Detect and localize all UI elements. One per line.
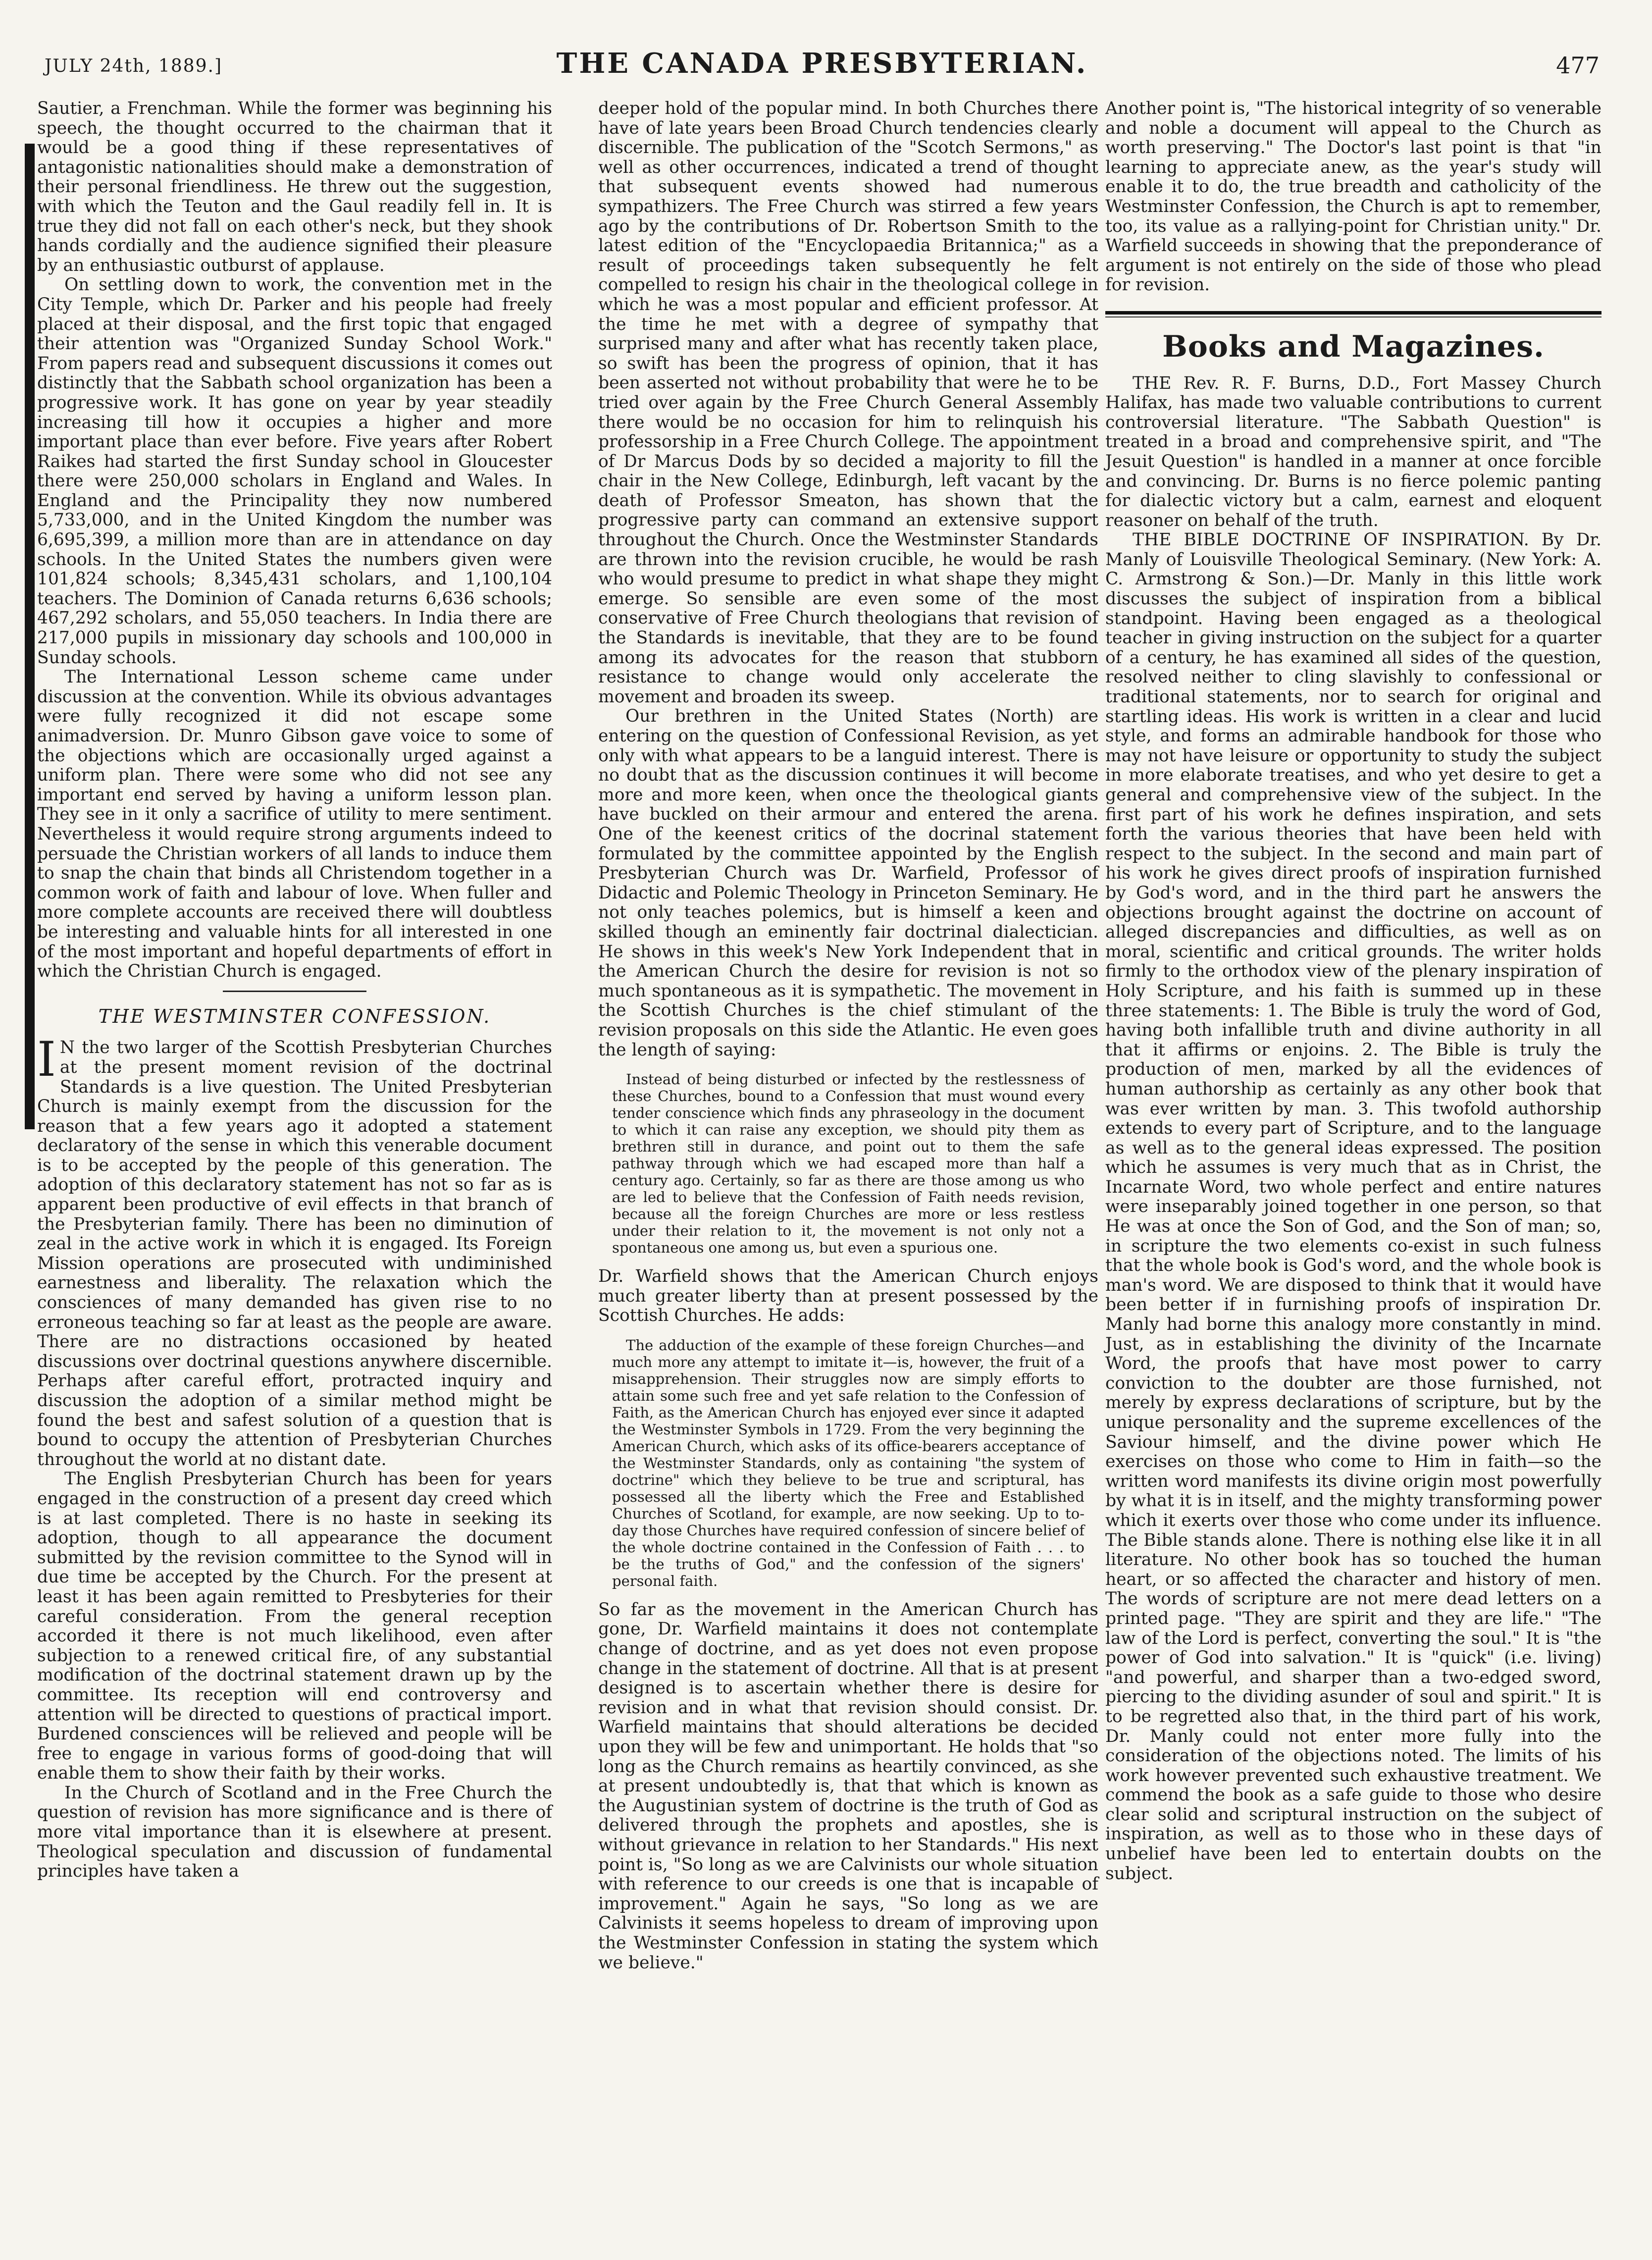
issue-date: JULY 24th, 1889.] xyxy=(45,56,223,76)
masthead xyxy=(45,47,1600,83)
paragraph: The English Presbyterian Church has been for years engaged in the construction of a present day creed which is at last completed. There is no haste in seeking its adoption, though to all appearance the document submitted by the revision committee to the Synod will in due time be accepted by the Church. For the present at least it has been again remitted to Presbyteries for their careful consideration. From the general reception accorded it there is not much likelihood, even after subjection to a renewed critical fire, of any substantial modification of the doctrinal statement drawn up by the committee. Its reception will end controversy and attention will be directed to questions of practical import. Burdened consciences will be relieved and people will be free to engage in various forms of good-doing that will enable them to show their faith by their works. xyxy=(37,1469,552,1784)
newspaper-title: THE CANADA PRESBYTERIAN. xyxy=(556,47,1088,80)
block-quote: Instead of being disturbed or infected by the restlessness of these Churches, bound to a Confession that must wound every tender conscience which finds any phraseology in the document to which it can raise any exception, we should pity them as brethren still in durance, and point out to them the safe pathway through which we had escaped more than half a century ago. Certainly, so far as there are those among us who are led to believe that the Confession of Faith needs revision, because all the foreign Churches are more or less restless under their relation to it, the movement is not only not a spontaneous one among us, but even a spurious one. xyxy=(612,1071,1084,1257)
block-quote: The adduction of the example of these foreign Churches—and much more any attempt to imitate it—is, however, the fruit of a misapprehension. Their struggles now are simply efforts to attain some such free and yet safe relation to the Confession of Faith, as the American Church has enjoyed ever since it adapted the Westminster Symbols in 1729. From the very beginning the American Church, which asks of its office-bearers acceptance of the Westminster Standards, only as containing "the system of doctrine" which they believe to be true and scriptural, has possessed all the liberty which the Free and Established Churches of Scotland, for example, are now seeking. Up to to-day those Churches have required confession of sincere belief of the whole doctrine contained in the Confession of Faith . . . to be the truths of God," and the confession of the signers' personal faith. xyxy=(612,1336,1084,1589)
paragraph: Dr. Warfield shows that the American Church enjoys much greater liberty than at present possessed by the Scottish Churches. He adds: xyxy=(598,1266,1098,1326)
section-body xyxy=(37,1032,552,1470)
paragraph: Our brethren in the United States (North) are entering on the question of Confessional Revision, as yet only with what appears to be a languid interest. There is no doubt that as the discussion continues it will become more and more keen, when once the theological giants have buckled on their armour and entered the arena. One of the keenest critics of the docrinal statement formulated by the committee appointed by the English Presbyterian Church was Dr. Warfield, Professor of Didactic and Polemic Theology in Princeton Seminary. He not only teaches polemics, but is himself a keen and skilled though an eminently fair doctrinal dialectician. He shows in this week's New York Independent that in the American Church the desire for revision is not so much spontaneous as it is sympathetic. The movement in the Scottish Churches is the chief stimulant of the revision proposals on this side the Atlantic. He even goes the length of saying: xyxy=(598,706,1098,1060)
book-title: THE BIBLE DOCTRINE OF INSPIRATION. xyxy=(1133,530,1529,550)
paragraph: The International Lesson scheme came under discussion at the convention. While its obvious advantages were fully recognized it did not escape some animadversion. Dr. Munro Gibson gave voice to some of the objections which are occasionally urged against a uniform plan. There were some who did not see any important end served by having a uniform lesson plan. They see in it only a sacrifice of utility to mere sentiment. Nevertheless it would require strong arguments indeed to persuade the Christian workers of all lands to induce them to snap the chain that binds all Christendom together in a common work of faith and labour of love. When fuller and more complete accounts are received there will doubtless be interesting and valuable hints for all interested in one of the most important and hopeful departments of effort in which the Christian Church is engaged. xyxy=(37,667,552,982)
paragraph: Another point is, "The historical integrity of so venerable and noble a document will appeal to the Church as worth preserving." The Doctor's last point is that "in learning to appreciate anew, as the year's study will enable it to do, the true breadth and catholicity of the Westminster Confession, the Church is apt to remember, too, its value as a rallying-point for Christian unity." Dr. Warfield succeeds in showing that the preponderance of argument is not entirely on the side of those who plead for revision. xyxy=(1105,99,1601,295)
drop-cap: I xyxy=(37,1032,56,1088)
section-rule-heavy xyxy=(1105,311,1601,315)
column-right xyxy=(1105,99,1601,1884)
paragraph: deeper hold of the popular mind. In both Churches there have of late years been Broad Church tendencies clearly discernible. The publication of the "Scotch Sermons," as well as other occurrences, indicated a trend of thought that subsequent events showed had numerous sympathizers. The Free Church was stirred a few years ago by the contributions of Dr. Robertson Smith to the latest edition of the "Encyclopaedia Britannica;" as a result of proceedings taken subsequently he felt compelled to resign his chair in the theological college in which he was a most popular and efficient professor. At the time he met with a degree of sympathy that surprised many and after what has recently taken place, so swift has been the progress of opinion, that it has been asserted not without probability that were he to be tried over again by the Free Church General Assembly there would be no occasion for him to relinquish his professorship in a Free Church College. The appointment of Dr Marcus Dods by so decided a majority to fill the chair in the New College, Edinburgh, left vacant by the death of Professor Smeaton, has shown that the progressive party can command an extensive support throughout the Church. Once the Westminster Standards are thrown into the revision crucible, he would be rash who would presume to predict in what shape they might emerge. So sensible are even some of the most conservative of Free Church theologians that revision of the Standards is inevitable, that they are to be found among its advocates for the reason that stubborn resistance to change would only accelerate the movement and broaden its sweep. xyxy=(598,99,1098,707)
paragraph: So far as the movement in the American Church has gone, Dr. Warfield maintains it does not contemplate change of doctrine, and as yet does not even propose change in the statement of doctrine. All that is at present designed is to ascertain whether there is desire for revision and in what that revision should consist. Dr. Warfield maintains that should alterations be decided upon they will be few and unimportant. He holds that "so long as the Church remains as heartily convinced, as she at present undoubtedly is, that that which is known as the Augustinian system of doctrine is the truth of God as delivered through the prophets and apostles, she is without grievance in relation to her Standards." His next point is, "So long as we are Calvinists our whole situation with reference to our creeds is one that is incapable of improvement." Again he says, "So long as we are Calvinists it seems hopeless to dream of improving upon the Westminster Confession in stating the system which we believe." xyxy=(598,1599,1098,1973)
section-divider xyxy=(223,991,366,992)
books-magazines-heading: Books and Magazines. xyxy=(1162,329,1545,364)
section-heading: THE WESTMINSTER CONFESSION. xyxy=(98,1005,491,1027)
margin-bar xyxy=(25,144,35,1129)
column-left xyxy=(37,99,552,1882)
paragraph: On settling down to work, the convention met in the City Temple, which Dr. Parker and his people had freely placed at their disposal, and the first topic that engaged their attention was "Organized Sunday School Work." From papers read and subsequent discussions it comes out distinctly that the Sabbath school organization has been a progressive work. It has gone on year by year steadily increasing till how it occupies a higher and more important place than ever before. Five years after Robert Raikes had started the first Sunday school in Gloucester there were 250,000 scholars in England and Wales. In England and the Principality they now numbered 5,733,000, and in the United Kingdom the number was 6,695,399, a million more than are in attendance on day schools. In the United States the numbers given were 101,824 schools; 8,345,431 scholars, and 1,100,104 teachers. The Dominion of Canada returns 6,636 schools; 467,292 scholars, and 55,050 teachers. In India there are 217,000 pupils in missionary day schools and 100,000 in Sunday schools. xyxy=(37,275,552,668)
column-middle xyxy=(598,99,1098,1973)
review-paragraph: THE Rev. R. F. Burns, D.D., Fort Massey Church Halifax, has made two valuable contributions to current controversial literature. "The Sabbath Question" is treated in a broad and comprehensive spirit, and "The Jesuit Question" is handled in a manner at once forcible and convincing. Dr. Burns is no fierce polemic panting for dialectic victory but a calm, earnest and eloquent reasoner on behalf of the truth. xyxy=(1105,373,1601,530)
review-text: By Dr. Manly of Louisville Theological Seminary. (New York: A. C. Armstrong & Son.)—Dr. Manly in this little work discusses the subject of inspiration from a biblical standpoint. Having been engaged as a theological teacher in giving instruction on the subject for a quarter of a century, he has examined all sides of the question, resolved neither to cling slavishly to confessional or traditional statements, nor to search for original and startling ideas. His work is written in a clear and lucid style, and forms an admirable handbook for those who may not have leisure or opportunity to study the subject in more elaborate treatises, and who yet desire to get a general and comprehensive view of the subject. In the first part of his work he defines inspiration, and sets forth the various theories that have been held with respect to the subject. In the second and main part of his work he gives direct proofs of inspiration furnished by God's word, and in the third part he answers the objections brought against the doctrine on account of alleged discrepancies and difficulties, as well as on moral, scientific and critical grounds. The writer holds firmly to the orthodox view of the plenary inspiration of Holy Scripture, and his faith is summed up in these three statements: 1. The Bible is truly the word of God, having both infallible truth and divine authority in all that it affirms or enjoins. 2. The Bible is truly the production of men, marked by all the evidences of human authorship as certainly as any other book that was ever written by man. 3. This twofold authorship extends to every part of Scripture, and to the language as well as to the general ideas expressed. The position which he assumes is very much that as in Christ, the Incarnate Word, two whole perfect and entire natures were inseparably joined together in one person, so that He was at once the Son of God, and the Son of man; so, in scripture the two elements co-exist in such fulness that the whole book is God's word, and the whole book is man's word. We are disposed to think that it would have been better if in furnishing proofs of inspiration Dr. Manly had borne this analogy more constantly in mind. Just, as in establishing the divinity of the Incarnate Word, the proofs that have most power to carry conviction to the doubter are those furnished, not merely by express declarations of scripture, but by the unique personality and the supreme excellences of the Saviour himself, and the divine power which He exercises on those who come to Him in faith—so the written word manifests its divine origin most powerfully by what it is in itself, and the mighty transforming power which it exerts over those who come under its influence. The Bible stands alone. There is nothing else like it in all literature. No other book has so touched the human heart, or so affected the character and history of men. The words of scripture are not mere dead letters on a printed page. "They are spirit and they are life." "The law of the Lord is perfect, converting the soul." It is "the power of God into salvation." It is "quick" (i.e. living) "and powerful, and sharper than a two-edged sword, piercing to the dividing asunder of soul and spirit." It is to be regretted also that, in the third part of his work, Dr. Manly could not enter more fully into the consideration of the objections noted. The limits of his work however prevented such exhaustive treatment. We commend the book as a safe guide to those who desire clear solid and scriptural instruction on the subject of inspiration, as well as to those who in these days of unbelief have been led to entertain doubts on the subject. xyxy=(1105,530,1602,1884)
page-number: 477 xyxy=(1556,52,1600,79)
paragraph: In the Church of Scotland and in the Free Church the question of revision has more significance and is there of more vital importance than it is elsewhere at present. Theological speculation and discussion of fundamental principles have taken a xyxy=(37,1783,552,1882)
review-paragraph xyxy=(1105,530,1601,1884)
section-rule-thin xyxy=(1105,316,1601,317)
paragraph: N the two larger of the Scottish Presbyterian Churches at the present moment revision of the doctrinal Standards is a live question. The United Presbyterian Church is mainly exempt from the discussion for the reason that a few years ago it adopted a statement declaratory of the sense in which this venerable document is to be accepted by the people of this generation. The adoption of this declaratory statement has not so far as is apparent been productive of evil effects in that branch of the Presbyterian family. There has been no diminution of zeal in the active work in which it is engaged. Its Foreign Mission operations are prosecuted with undiminished earnestness and liberality. The relaxation which the consciences of many demanded has given rise to no erroneous teaching so far at least as the people are aware. There are no distractions occasioned by heated discussions over doctrinal questions anywhere discernible. Perhaps after careful effort, protracted inquiry and discussion the adoption of a similar method might be found the best and safest solution of a question that is bound to occupy the attention of Presbyterian Churches throughout the world at no distant date. xyxy=(37,1038,552,1470)
paragraph: Sautier, a Frenchman. While the former was beginning his speech, the thought occurred to the chairman that it would be a good thing if these representatives of antagonistic nationalities should make a demonstration of their personal friendliness. He threw out the suggestion, with which the Teuton and the Gaul readily fell in. It is true they did not fall on each other's neck, but they shook hands cordially and the audience signified their pleasure by an enthusiastic outburst of applause. xyxy=(37,99,552,275)
